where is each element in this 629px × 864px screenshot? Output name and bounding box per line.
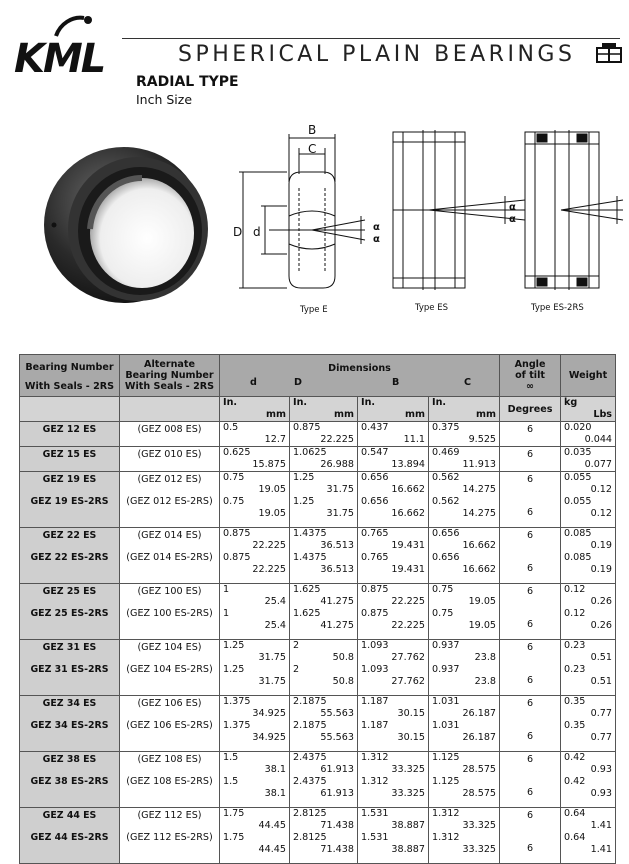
dim-C-mm: 26.187 <box>462 708 497 719</box>
dim-d-mm: 38.1 <box>264 764 286 775</box>
dim-B-mm: 22.225 <box>391 596 425 607</box>
dim-C-inch: 1.031 <box>432 720 460 731</box>
dim-d-mm: 44.45 <box>258 820 286 831</box>
dim-D-inch: 2.1875 <box>293 696 327 707</box>
dim-D-mm: 36.513 <box>320 564 354 575</box>
unit-in-B: In. <box>361 397 376 408</box>
dim-C-mm: 19.05 <box>468 596 497 607</box>
bearing-number: GEZ 44 ES-2RS <box>30 832 109 843</box>
weight-lbs: 0.19 <box>590 564 613 575</box>
dim-D-mm: 41.275 <box>320 620 354 631</box>
alternate-bearing-number: (GEZ 106 ES-2RS) <box>126 720 213 731</box>
bearing-dimension-diagram <box>225 120 625 325</box>
label-alpha-2: α <box>373 234 380 245</box>
weight-kg: 0.23 <box>564 640 586 651</box>
dim-C-inch: 0.937 <box>432 664 460 675</box>
alternate-bearing-number: (GEZ 014 ES) <box>137 530 202 541</box>
hdr-bearing-1: Bearing Number <box>25 362 114 373</box>
dim-B-mm: 33.325 <box>391 764 425 775</box>
dim-D-mm: 41.275 <box>320 596 354 607</box>
dim-D-inch: 1.25 <box>293 496 315 507</box>
dim-B-inch: 0.547 <box>361 447 389 458</box>
dim-d-mm: 19.05 <box>258 484 286 495</box>
dim-C-inch: 0.75 <box>432 608 454 619</box>
unit-in-d: In. <box>223 397 238 408</box>
weight-lbs: 0.93 <box>590 764 613 775</box>
dim-D-mm: 55.563 <box>320 708 354 719</box>
bearing-number: GEZ 19 ES <box>42 474 97 485</box>
weight-kg: 0.055 <box>564 496 592 507</box>
weight-kg: 0.085 <box>564 552 592 563</box>
dim-d-mm: 34.925 <box>252 732 286 743</box>
unit-in-D: In. <box>293 397 308 408</box>
dim-C-mm: 28.575 <box>462 788 497 799</box>
tilt-degrees: 6 <box>526 642 534 653</box>
table-row-group <box>20 584 616 640</box>
dim-B-inch: 0.765 <box>361 528 389 539</box>
dim-C-mm: 16.662 <box>462 540 497 551</box>
dim-B-mm: 19.431 <box>391 540 425 551</box>
weight-kg: 0.42 <box>564 752 586 763</box>
dim-D-mm: 50.8 <box>332 676 354 687</box>
dim-d-inch: 1.25 <box>223 664 245 675</box>
bearing-number: GEZ 38 ES <box>42 754 97 765</box>
hdr-weight: Weight <box>568 370 608 381</box>
table-row-group <box>20 528 616 584</box>
dim-d-mm: 12.7 <box>264 434 286 445</box>
dim-d-mm: 31.75 <box>258 676 286 687</box>
dim-d-inch: 1.375 <box>223 720 251 731</box>
alternate-bearing-number: (GEZ 108 ES) <box>137 754 202 765</box>
weight-lbs: 0.77 <box>590 732 613 743</box>
bearing-number: GEZ 31 ES-2RS <box>30 664 109 675</box>
dim-C-mm: 23.8 <box>474 676 497 687</box>
table-row-group <box>20 472 616 528</box>
dim-D-inch: 1.4375 <box>293 528 327 539</box>
unit-kg: kg <box>564 397 578 408</box>
dim-D-mm: 50.8 <box>332 652 354 663</box>
dim-C-mm: 28.575 <box>462 764 497 775</box>
weight-lbs: 0.077 <box>584 459 613 470</box>
alternate-bearing-number: (GEZ 012 ES) <box>137 474 202 485</box>
hdr-C: C <box>464 377 472 388</box>
dim-d-inch: 1.75 <box>223 832 245 843</box>
dim-B-mm: 27.762 <box>391 676 425 687</box>
alternate-bearing-number: (GEZ 106 ES) <box>137 698 202 709</box>
bearing-number: GEZ 34 ES-2RS <box>30 720 109 731</box>
bearing-number: GEZ 44 ES <box>42 810 97 821</box>
dim-D-inch: 2.4375 <box>293 752 327 763</box>
label-alpha-1: α <box>373 222 380 233</box>
dim-C-inch: 1.312 <box>432 832 460 843</box>
dim-d-mm: 19.05 <box>258 508 286 519</box>
bearing-number: GEZ 15 ES <box>42 449 97 460</box>
dim-D-mm: 22.225 <box>320 434 354 445</box>
tilt-degrees: 6 <box>526 507 534 518</box>
dim-d-inch: 1 <box>223 608 230 619</box>
bearing-number: GEZ 22 ES <box>42 530 97 541</box>
bearing-number: GEZ 12 ES <box>42 424 97 435</box>
dim-D-inch: 2.4375 <box>293 776 327 787</box>
dim-B-mm: 38.887 <box>391 820 425 831</box>
dim-d-mm: 25.4 <box>264 596 286 607</box>
dim-B-inch: 1.531 <box>361 808 389 819</box>
bearing-number: GEZ 25 ES <box>42 586 97 597</box>
dim-d-inch: 0.875 <box>223 528 251 539</box>
alternate-bearing-number: (GEZ 108 ES-2RS) <box>126 776 213 787</box>
label-d: d <box>253 225 261 239</box>
dim-B-inch: 1.187 <box>361 696 389 707</box>
label-alpha-4: α <box>509 214 516 225</box>
unit-mm-C: mm <box>476 409 497 420</box>
weight-kg: 0.020 <box>564 422 592 433</box>
dim-D-inch: 1.25 <box>293 472 315 483</box>
bearing-icon <box>596 42 622 64</box>
tilt-degrees: 6 <box>526 843 534 854</box>
hdr-B: B <box>392 377 400 388</box>
dim-B-inch: 1.312 <box>361 752 389 763</box>
specifications-table <box>19 354 616 864</box>
unit-in-C: In. <box>432 397 447 408</box>
table-row-group <box>20 640 616 696</box>
label-alpha-3: α <box>509 202 516 213</box>
dim-C-inch: 0.469 <box>432 447 460 458</box>
alternate-bearing-number: (GEZ 112 ES) <box>137 810 202 821</box>
table-row-group <box>20 447 616 472</box>
alternate-bearing-number: (GEZ 012 ES-2RS) <box>126 496 213 507</box>
weight-kg: 0.64 <box>564 832 586 843</box>
dim-d-inch: 0.75 <box>223 472 245 483</box>
dim-D-mm: 71.438 <box>320 820 354 831</box>
bearing-number: GEZ 22 ES-2RS <box>30 552 109 563</box>
dim-D-mm: 31.75 <box>326 508 354 519</box>
unit-mm-D: mm <box>334 409 354 420</box>
table-row-group <box>20 752 616 808</box>
unit-lbs: Lbs <box>593 409 613 420</box>
weight-lbs: 0.19 <box>590 540 613 551</box>
dim-D-mm: 61.913 <box>320 788 354 799</box>
alternate-bearing-number: (GEZ 008 ES) <box>137 424 202 435</box>
dim-B-mm: 30.15 <box>397 708 425 719</box>
dim-D-inch: 2.1875 <box>293 720 327 731</box>
dim-d-inch: 1.5 <box>223 752 239 763</box>
tilt-degrees: 6 <box>526 424 534 435</box>
tilt-degrees: 6 <box>526 810 534 821</box>
weight-kg: 0.64 <box>564 808 586 819</box>
dim-D-inch: 1.0625 <box>293 447 327 458</box>
dim-B-mm: 30.15 <box>397 732 425 743</box>
dim-d-inch: 1.75 <box>223 808 245 819</box>
weight-lbs: 1.41 <box>590 820 613 831</box>
dim-B-mm: 38.887 <box>391 844 425 855</box>
hdr-D: D <box>294 377 302 388</box>
dim-C-inch: 0.375 <box>432 422 460 433</box>
dim-D-mm: 31.75 <box>326 484 354 495</box>
dim-C-inch: 0.937 <box>432 640 460 651</box>
dim-d-inch: 0.5 <box>223 422 239 433</box>
dim-B-inch: 0.875 <box>361 584 389 595</box>
dim-d-mm: 38.1 <box>264 788 286 799</box>
weight-lbs: 0.93 <box>590 788 613 799</box>
size-label: Inch Size <box>136 92 193 107</box>
dim-B-mm: 22.225 <box>391 620 425 631</box>
dim-B-mm: 19.431 <box>391 564 425 575</box>
bearing-number: GEZ 31 ES <box>42 642 97 653</box>
dim-d-inch: 1.375 <box>223 696 251 707</box>
dim-C-inch: 1.031 <box>432 696 460 707</box>
dim-C-mm: 33.325 <box>462 820 497 831</box>
weight-lbs: 0.12 <box>590 508 613 519</box>
dim-B-inch: 1.093 <box>361 640 389 651</box>
tilt-degrees: 6 <box>526 754 534 765</box>
hdr-angle-3: ∞ <box>526 381 535 392</box>
weight-kg: 0.35 <box>564 720 586 731</box>
alternate-bearing-number: (GEZ 104 ES-2RS) <box>126 664 213 675</box>
dim-d-inch: 1.5 <box>223 776 239 787</box>
subtitle: RADIAL TYPE <box>136 74 239 90</box>
hdr-angle-2: of tilt <box>515 370 545 381</box>
dim-C-mm: 14.275 <box>462 508 497 519</box>
unit-mm-B: mm <box>405 409 425 420</box>
weight-kg: 0.35 <box>564 696 586 707</box>
hdr-alt-1: Alternate <box>144 359 195 370</box>
dim-C-inch: 0.75 <box>432 584 454 595</box>
tilt-degrees: 6 <box>526 586 534 597</box>
dim-C-inch: 1.125 <box>432 752 460 763</box>
tilt-degrees: 6 <box>526 449 534 460</box>
weight-lbs: 0.77 <box>590 708 613 719</box>
weight-kg: 0.055 <box>564 472 592 483</box>
tilt-degrees: 6 <box>526 530 534 541</box>
hdr-dimensions: Dimensions <box>328 363 391 374</box>
type-es-caption: Type ES <box>415 303 448 313</box>
type-e-caption: Type E <box>300 305 328 315</box>
dim-D-mm: 36.513 <box>320 540 354 551</box>
dim-C-mm: 33.325 <box>462 844 497 855</box>
hdr-d: d <box>250 377 257 388</box>
hdr-angle-1: Angle <box>514 359 546 370</box>
dim-D-mm: 71.438 <box>320 844 354 855</box>
dim-D-inch: 2.8125 <box>293 808 327 819</box>
dim-D-inch: 2 <box>293 640 300 651</box>
dim-d-mm: 31.75 <box>258 652 286 663</box>
dim-D-mm: 61.913 <box>320 764 354 775</box>
dim-B-inch: 0.765 <box>361 552 389 563</box>
weight-kg: 0.035 <box>564 447 592 458</box>
dim-d-inch: 0.875 <box>223 552 251 563</box>
dim-B-inch: 0.656 <box>361 472 389 483</box>
dim-B-inch: 0.437 <box>361 422 389 433</box>
dim-d-mm: 34.925 <box>252 708 286 719</box>
dim-D-inch: 1.4375 <box>293 552 327 563</box>
bearing-number: GEZ 38 ES-2RS <box>30 776 109 787</box>
dim-B-mm: 16.662 <box>391 508 425 519</box>
dim-C-inch: 0.656 <box>432 552 460 563</box>
dim-d-inch: 0.625 <box>223 447 251 458</box>
unit-mm-d: mm <box>266 409 286 420</box>
dim-B-inch: 0.875 <box>361 608 389 619</box>
weight-lbs: 0.26 <box>590 596 613 607</box>
dim-d-mm: 22.225 <box>252 564 286 575</box>
alternate-bearing-number: (GEZ 100 ES) <box>137 586 202 597</box>
weight-lbs: 0.51 <box>590 652 613 663</box>
dim-B-mm: 13.894 <box>391 459 425 470</box>
dim-D-inch: 1.625 <box>293 608 321 619</box>
tilt-degrees: 6 <box>526 675 534 686</box>
type-es2rs-caption: Type ES-2RS <box>531 303 584 313</box>
alternate-bearing-number: (GEZ 014 ES-2RS) <box>126 552 213 563</box>
tilt-degrees: 6 <box>526 474 534 485</box>
dim-D-inch: 0.875 <box>293 422 321 433</box>
kml-logo <box>12 14 124 84</box>
page-title: SPHERICAL PLAIN BEARINGS <box>178 42 576 67</box>
dim-D-inch: 2.8125 <box>293 832 327 843</box>
dim-C-mm: 26.187 <box>462 732 497 743</box>
tilt-degrees: 6 <box>526 698 534 709</box>
dim-D-inch: 1.625 <box>293 584 321 595</box>
hdr-alt-3: With Seals - 2RS <box>124 381 215 392</box>
dim-d-inch: 1 <box>223 584 230 595</box>
weight-lbs: 0.044 <box>584 434 613 445</box>
dim-C-mm: 9.525 <box>468 434 497 445</box>
weight-kg: 0.12 <box>564 608 586 619</box>
weight-kg: 0.085 <box>564 528 592 539</box>
alternate-bearing-number: (GEZ 100 ES-2RS) <box>126 608 213 619</box>
dim-d-inch: 1.25 <box>223 640 245 651</box>
weight-lbs: 1.41 <box>590 844 613 855</box>
dim-B-mm: 16.662 <box>391 484 425 495</box>
title-rule <box>122 38 620 39</box>
dim-B-inch: 1.531 <box>361 832 389 843</box>
dim-C-mm: 23.8 <box>474 652 497 663</box>
dim-B-inch: 1.187 <box>361 720 389 731</box>
dim-B-inch: 1.093 <box>361 664 389 675</box>
weight-kg: 0.23 <box>564 664 586 675</box>
table-row-group <box>20 422 616 447</box>
weight-kg: 0.12 <box>564 584 586 595</box>
dim-C-mm: 14.275 <box>462 484 497 495</box>
weight-lbs: 0.26 <box>590 620 613 631</box>
dim-C-mm: 11.913 <box>462 459 497 470</box>
tilt-degrees: 6 <box>526 787 534 798</box>
dim-C-inch: 0.656 <box>432 528 460 539</box>
dim-C-mm: 19.05 <box>468 620 497 631</box>
dim-D-mm: 55.563 <box>320 732 354 743</box>
tilt-degrees: 6 <box>526 731 534 742</box>
dim-C-inch: 1.125 <box>432 776 460 787</box>
dim-D-inch: 2 <box>293 664 300 675</box>
dim-d-mm: 25.4 <box>264 620 286 631</box>
logo-text: KML <box>14 36 105 82</box>
dim-C-inch: 1.312 <box>432 808 460 819</box>
bearing-number: GEZ 19 ES-2RS <box>30 496 109 507</box>
alternate-bearing-number: (GEZ 112 ES-2RS) <box>126 832 213 843</box>
dim-d-mm: 22.225 <box>252 540 286 551</box>
dim-B-mm: 11.1 <box>403 434 425 445</box>
label-D: D <box>233 225 243 239</box>
alternate-bearing-number: (GEZ 010 ES) <box>137 449 202 460</box>
dim-D-mm: 26.988 <box>320 459 354 470</box>
dim-C-mm: 16.662 <box>462 564 497 575</box>
weight-lbs: 0.51 <box>590 676 613 687</box>
table-row-group <box>20 696 616 752</box>
label-C: C <box>308 142 317 156</box>
bearing-number: GEZ 34 ES <box>42 698 97 709</box>
hdr-alt-2: Bearing Number <box>125 370 214 381</box>
dim-C-inch: 0.562 <box>432 496 460 507</box>
weight-lbs: 0.12 <box>590 484 613 495</box>
label-B: B <box>308 123 317 137</box>
dim-B-mm: 33.325 <box>391 788 425 799</box>
hdr-bearing-2: With Seals - 2RS <box>24 381 115 392</box>
table-row-group <box>20 808 616 864</box>
dim-B-inch: 1.312 <box>361 776 389 787</box>
dim-C-inch: 0.562 <box>432 472 460 483</box>
dim-d-mm: 15.875 <box>252 459 286 470</box>
dim-B-inch: 0.656 <box>361 496 389 507</box>
dim-d-inch: 0.75 <box>223 496 245 507</box>
unit-degrees: Degrees <box>507 403 553 415</box>
bearing-photo <box>40 133 220 313</box>
alternate-bearing-number: (GEZ 104 ES) <box>137 642 202 653</box>
weight-kg: 0.42 <box>564 776 586 787</box>
dim-B-mm: 27.762 <box>391 652 425 663</box>
tilt-degrees: 6 <box>526 563 534 574</box>
tilt-degrees: 6 <box>526 619 534 630</box>
dim-d-mm: 44.45 <box>258 844 286 855</box>
bearing-number: GEZ 25 ES-2RS <box>30 608 109 619</box>
